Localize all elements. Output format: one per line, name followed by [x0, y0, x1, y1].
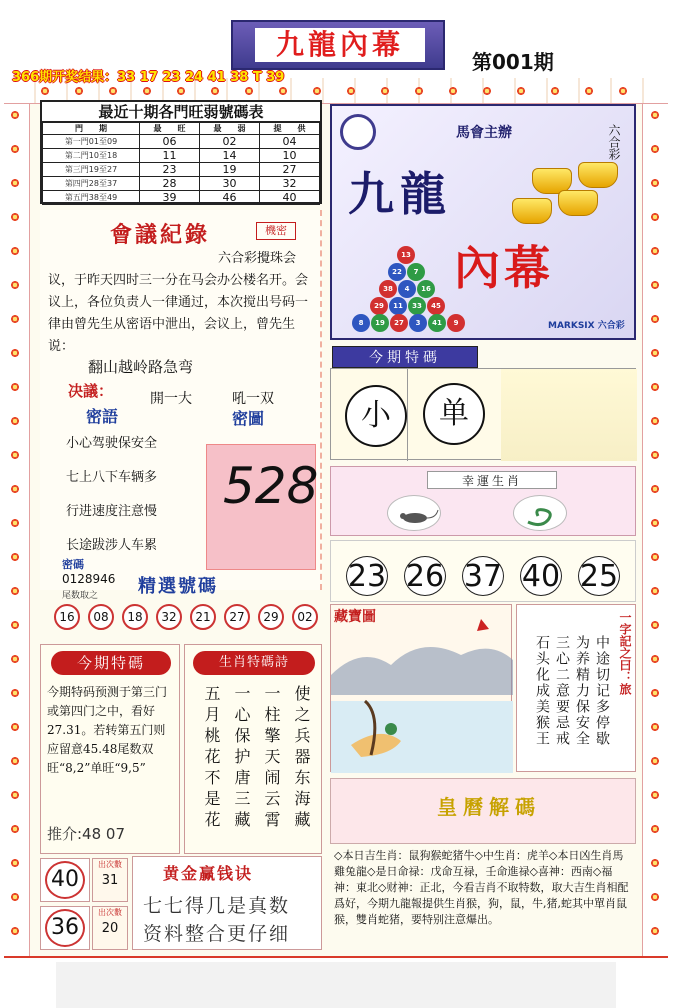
table-row [43, 135, 320, 149]
gold-ingot-icon [558, 190, 598, 216]
special-header: 今期特碼 [332, 346, 478, 368]
flower-ornament [650, 790, 660, 800]
flower-ornament [10, 586, 20, 596]
col-offer: 提 供 [259, 123, 319, 135]
flower-ornament [650, 620, 660, 630]
flower-ornament [650, 382, 660, 392]
stat-tag-label: 出次數 [98, 860, 122, 869]
stat-number: 40 [45, 861, 85, 899]
flower-ornament [10, 892, 20, 902]
stat-number-cell [40, 906, 90, 950]
flower-ornament [10, 348, 20, 358]
col-weak: 最 弱 [199, 123, 259, 135]
gold-ingot-icon [512, 198, 552, 224]
flower-ornament [10, 620, 20, 630]
table-row [43, 191, 320, 205]
lucky-zodiac-panel [330, 466, 636, 536]
code-sub: 尾数取之 [62, 591, 99, 601]
flower-ornament [74, 86, 84, 96]
masthead [231, 20, 445, 70]
flower-ornament [10, 450, 20, 460]
flower-ornament [10, 246, 20, 256]
almanac-text: ◇本日吉生肖：鼠狗猴蛇猪牛◇中生肖：虎羊◇本日凶生肖馬雞兔龍◇是日命禄：戊命互禄，壬命進禄◇喜神：西南◇福神：東北◇财神：正北，今看吉肖不取特数，取大吉生肖相配爲好，今期九龍報提供生肖猴，狗，鼠，牛,猪,蛇其中單肖鼠猴，雙肖蛇猪，要特别注意爆出。 [334, 849, 629, 926]
flower-ornament [10, 756, 20, 766]
lottery-ball: 16 [417, 280, 435, 298]
table-cell-weak: 14 [199, 149, 259, 163]
stat-tag-label: 出次數 [98, 908, 122, 917]
flower-ornament [346, 86, 356, 96]
meeting-body [48, 248, 316, 358]
lottery-ball: 4 [398, 280, 416, 298]
zodiac-poem-panel [184, 644, 322, 854]
tip-2: 七上八下车辆多 [66, 470, 158, 485]
riddle-col-1: 中途切记多停歇 [594, 635, 610, 747]
treasure-map [330, 604, 512, 772]
lottery-ball: 11 [389, 297, 407, 315]
tip-3: 行进速度注意慢 [66, 504, 158, 519]
code-value: 0128946 [62, 572, 116, 586]
flower-ornament [650, 824, 660, 834]
riddle-col-3: 三心二意要忌戒 [554, 635, 570, 747]
flower-ornament [650, 110, 660, 120]
flower-ornament [10, 280, 20, 290]
gold-tip-line-1: 七七得几是真数 [143, 895, 291, 917]
gold-tip-panel [132, 856, 322, 950]
flower-ornament [650, 212, 660, 222]
flower-ornament [650, 484, 660, 494]
gold-ingot-icon [578, 162, 618, 188]
lottery-ball: 3 [409, 314, 427, 332]
special-panel [330, 368, 636, 460]
select-number-ball: 29 [258, 604, 284, 630]
table-cell-gate: 第一門01至09 [43, 135, 140, 149]
lottery-ball: 41 [428, 314, 446, 332]
stat-number: 36 [45, 909, 85, 947]
poem-col-4: 五月桃花不是花 [202, 685, 221, 832]
flower-ornament [210, 86, 220, 96]
riddle-head: 一字記之曰：旅 [618, 611, 632, 695]
secret-picture-number: 528 [223, 457, 319, 515]
special-prediction-header: 今期特碼 [51, 651, 171, 675]
flower-ornament [650, 858, 660, 868]
flower-ornament [650, 314, 660, 324]
table-cell-gate: 第三門19至27 [43, 163, 140, 177]
flower-ornament [278, 86, 288, 96]
flower-ornament [312, 86, 322, 96]
flower-ornament [414, 86, 424, 96]
flower-ornament [380, 86, 390, 96]
flower-ornament [650, 518, 660, 528]
flower-ornament [482, 86, 492, 96]
select-number-ball: 02 [292, 604, 318, 630]
table-row [43, 177, 320, 191]
table-title: 最近十期各門旺弱號碼表 [42, 102, 320, 122]
rat-icon [387, 495, 441, 531]
flower-ornament [142, 86, 152, 96]
flower-ornament [10, 552, 20, 562]
lottery-ball: 13 [397, 246, 415, 264]
special-a: 小 [345, 385, 407, 447]
select-number-ball: 18 [122, 604, 148, 630]
poster-marksix: MARKSIX 六合彩 [548, 321, 625, 331]
featured-number: 25 [578, 556, 620, 596]
special-b: 单 [423, 383, 485, 445]
flower-ornament [650, 348, 660, 358]
flower-ornament [10, 790, 20, 800]
flower-ornament [650, 688, 660, 698]
select-number-ball: 16 [54, 604, 80, 630]
flower-ornament [10, 110, 20, 120]
table-cell-gate: 第四門28至37 [43, 177, 140, 191]
flower-ornament [10, 382, 20, 392]
flower-ornament [10, 314, 20, 324]
flower-ornament [10, 484, 20, 494]
poem-col-2: 一柱擎天闹云霄 [262, 685, 281, 832]
lottery-ball: 7 [407, 263, 425, 281]
poster-subtitle: 內幕 [454, 241, 554, 295]
flower-ornament [10, 518, 20, 528]
poster-host: 馬會主辦 [456, 125, 512, 141]
footer-band [56, 962, 616, 1008]
flower-ornament [10, 212, 20, 222]
table-cell-weak: 19 [199, 163, 259, 177]
lottery-ball: 33 [408, 297, 426, 315]
table-cell-hot: 28 [140, 177, 200, 191]
lottery-ball: 22 [388, 263, 406, 281]
select-number-ball: 08 [88, 604, 114, 630]
poem-col-1: 使之兵器东海藏 [292, 685, 311, 832]
special-recommend: 推介:48 07 [47, 825, 125, 843]
special-bg [501, 369, 637, 461]
flower-ornament [550, 86, 560, 96]
secret-tag: 機密 [256, 222, 296, 240]
meeting-body-first-line: 六合彩攪珠会 [217, 251, 296, 266]
riddle-col-4: 石头化成美猴王 [534, 635, 550, 747]
flower-ornament [10, 824, 20, 834]
flower-ornament [516, 86, 526, 96]
featured-number: 37 [462, 556, 504, 596]
table-cell-offer: 32 [259, 177, 319, 191]
table-cell-offer: 40 [259, 191, 319, 205]
flower-ornament [650, 144, 660, 154]
select-number-ball: 27 [224, 604, 250, 630]
col-gate: 門 期 [43, 123, 140, 135]
decide-a: 開一大 [150, 391, 192, 407]
featured-number: 23 [346, 556, 388, 596]
flower-ornament [650, 450, 660, 460]
secret-picture-label: 密圖 [232, 409, 265, 428]
table-cell-hot: 39 [140, 191, 200, 205]
riddle-col-2: 为养精力保安全 [574, 635, 590, 747]
flower-ornament [650, 654, 660, 664]
table-row [43, 149, 320, 163]
lottery-ball: 19 [371, 314, 389, 332]
featured-number: 40 [520, 556, 562, 596]
secret-picture [206, 444, 319, 570]
flower-ornament [10, 178, 20, 188]
meeting-body-text: 议，于昨天四时三一分在马会办公楼名开。会议上，各位负责人一律通过，本次搅出号码一律由曾先生从密语中泄出，会议上，曾先生说： [48, 273, 309, 354]
flower-ornament [10, 926, 20, 936]
flower-ornament [650, 722, 660, 732]
tip-1: 小心驾驶保安全 [66, 436, 158, 451]
flower-ornament [650, 552, 660, 562]
flower-ornament [448, 86, 458, 96]
treasure-map-illustration [331, 605, 513, 773]
flower-ornament [10, 654, 20, 664]
flower-ornament [650, 246, 660, 256]
col-hot: 最 旺 [140, 123, 200, 135]
flower-ornament [176, 86, 186, 96]
poem-col-3: 一心保护唐三藏 [232, 685, 251, 832]
riddle-panel [516, 604, 636, 772]
special-prediction-text: 今期特码预测于第三门或第四门之中，看好27.31。若转第五门则应留意45.48尾数双旺“8,2”单旺“9,5” [47, 685, 168, 775]
flower-ornament [10, 688, 20, 698]
treasure-title: 藏寶圖 [334, 609, 376, 625]
table-cell-gate: 第五門38至49 [43, 191, 140, 205]
table-cell-offer: 27 [259, 163, 319, 177]
flower-ornament [650, 416, 660, 426]
table-row [43, 163, 320, 177]
flower-ornament [40, 86, 50, 96]
lottery-ball: 8 [352, 314, 370, 332]
table-cell-hot: 23 [140, 163, 200, 177]
flower-ornament [10, 722, 20, 732]
stat-tag-cell [92, 858, 128, 902]
table-cell-hot: 11 [140, 149, 200, 163]
flower-ornament [650, 586, 660, 596]
lottery-ball: 29 [370, 297, 388, 315]
almanac-header-panel [330, 778, 636, 844]
table-cell-gate: 第二門10至18 [43, 149, 140, 163]
decide-label: 决議： [68, 382, 114, 400]
decide-b: 吼一双 [232, 391, 274, 407]
special-prediction-panel [40, 644, 180, 854]
flower-ornament [10, 416, 20, 426]
snake-icon [513, 495, 567, 531]
draw-result: 366期开奖结果：33 17 23 24 41 38 T 39 [12, 70, 285, 85]
select-number-ball: 32 [156, 604, 182, 630]
lucky-zodiac-title: 幸運生肖 [427, 471, 557, 489]
stat-tag-cell [92, 906, 128, 950]
flower-ornament [650, 892, 660, 902]
lottery-ball: 27 [390, 314, 408, 332]
stat-number-cell [40, 858, 90, 902]
almanac-title: 皇曆解碼 [437, 795, 541, 819]
lottery-ball: 9 [447, 314, 465, 332]
flower-ornament [10, 144, 20, 154]
flower-ornament [10, 858, 20, 868]
masthead-title: 九龍內幕 [255, 28, 425, 62]
poster-liuhe: 六合彩 [607, 124, 621, 160]
table-cell-hot: 06 [140, 135, 200, 149]
flower-ornament [650, 178, 660, 188]
table-cell-weak: 02 [199, 135, 259, 149]
zodiac-poem-header: 生肖特碼詩 [193, 651, 315, 675]
divider [407, 369, 408, 461]
select-number-ball: 21 [190, 604, 216, 630]
poster-title: 九龍 [348, 167, 452, 221]
featured-number: 26 [404, 556, 446, 596]
flower-ornament [650, 280, 660, 290]
hot-cold-table [40, 100, 322, 204]
table-cell-offer: 10 [259, 149, 319, 163]
stat-tag-value: 20 [101, 921, 119, 936]
flower-ornament [650, 926, 660, 936]
table-cell-weak: 46 [199, 191, 259, 205]
gold-tip-header: 黄金赢钱诀 [163, 864, 254, 883]
meeting-title: 會議紀錄 [110, 222, 211, 248]
gold-tip-line-2: 资料整合更仔细 [143, 923, 291, 945]
tip-4: 长途跋涉人车累 [66, 538, 158, 553]
table-cell-offer: 04 [259, 135, 319, 149]
rank-table [42, 122, 320, 205]
issue-number: 第001期 [472, 50, 554, 74]
code-label: 密碼 [62, 558, 84, 571]
lottery-ball: 38 [379, 280, 397, 298]
flower-ornament [650, 756, 660, 766]
flower-ornament [618, 86, 628, 96]
secret-words-label: 密語 [86, 407, 119, 426]
flower-ornament [244, 86, 254, 96]
meeting-verse: 翻山越岭路急弯 [88, 358, 194, 376]
select-title: 精選號碼 [138, 576, 218, 597]
flower-ornament [584, 86, 594, 96]
marksix-logo-icon [340, 114, 376, 150]
stat-tag-value: 31 [101, 873, 119, 888]
table-cell-weak: 30 [199, 177, 259, 191]
flower-ornament [108, 86, 118, 96]
lottery-ball: 45 [427, 297, 445, 315]
